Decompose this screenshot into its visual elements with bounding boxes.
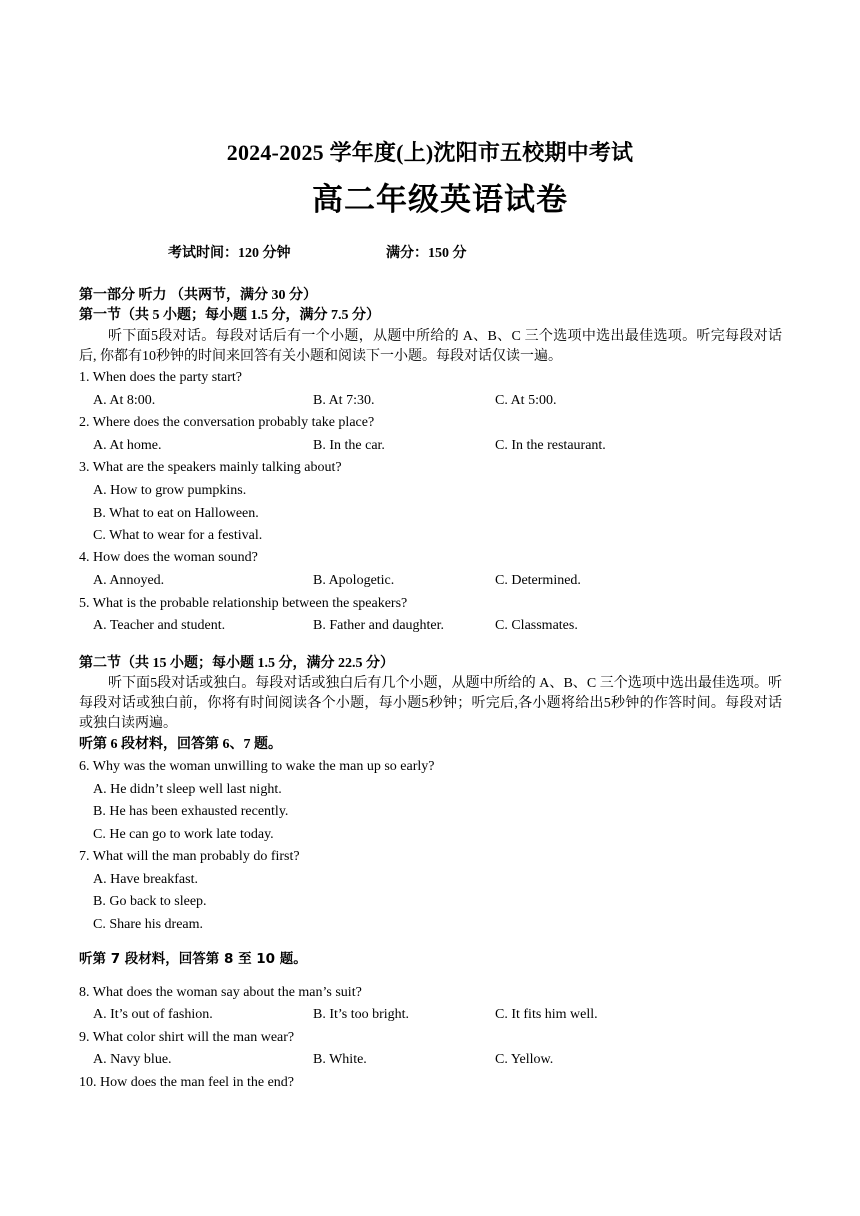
- exam-time: 考试时间：120 分钟: [168, 246, 291, 261]
- option-7a: A. Have breakfast.: [93, 872, 198, 887]
- option-7c: C. Share his dream.: [93, 917, 204, 932]
- full-score: 满分：150 分: [386, 246, 467, 261]
- question-9: 9. What color shirt will the man wear?: [79, 1030, 295, 1045]
- question-10: 10. How does the man feel in the end?: [79, 1075, 294, 1090]
- option-7b: B. Go back to sleep.: [93, 894, 207, 909]
- option-9c: C. Yellow.: [495, 1052, 554, 1067]
- option-1b: B. At 7:30.: [313, 393, 375, 408]
- option-1a: A. At 8:00.: [93, 393, 156, 408]
- option-5a: A. Teacher and student.: [93, 618, 226, 633]
- option-8a: A. It’s out of fashion.: [93, 1007, 213, 1022]
- exam-subtitle: 高二年级英语试卷: [312, 182, 568, 217]
- section1-heading: 第一节（共 5 小题；每小题 1.5 分，满分 7.5 分）: [79, 308, 380, 323]
- option-5b: B. Father and daughter.: [313, 618, 445, 633]
- option-2b: B. In the car.: [313, 438, 385, 453]
- option-4a: A. Annoyed.: [93, 573, 165, 588]
- option-5c: C. Classmates.: [495, 618, 578, 633]
- option-8c: C. It fits him well.: [495, 1007, 598, 1022]
- option-4c: C. Determined.: [495, 573, 581, 588]
- option-6b: B. He has been exhausted recently.: [93, 804, 289, 819]
- option-1c: C. At 5:00.: [495, 393, 557, 408]
- option-6a: A. He didn’t sleep well last night.: [93, 782, 282, 797]
- option-6c: C. He can go to work late today.: [93, 827, 274, 842]
- material-7-heading: 听第 7 段材料，回答第 8 至 10 题。: [79, 951, 307, 967]
- option-3c: C. What to wear for a festival.: [93, 528, 263, 543]
- question-7: 7. What will the man probably do first?: [79, 849, 300, 864]
- option-4b: B. Apologetic.: [313, 573, 395, 588]
- section2-instructions: 听下面5段对话或独白。每段对话或独白后有几个小题，从题中所给的 A、B、C 三个选项中选出最佳选项。听每段对话或独白前，你将有时间阅读各个小题，每小题5秒钟；听完后,各小题将给出5秒钟的作答时间。每段对话或独白读两遍。: [79, 676, 782, 731]
- option-9b: B. White.: [313, 1052, 367, 1067]
- option-3b: B. What to eat on Halloween.: [93, 506, 259, 521]
- question-4: 4. How does the woman sound?: [79, 550, 258, 565]
- exam-title: 2024-2025 学年度(上)沈阳市五校期中考试: [226, 140, 634, 165]
- option-3a: A. How to grow pumpkins.: [93, 483, 247, 498]
- option-2c: C. In the restaurant.: [495, 438, 606, 453]
- question-1: 1. When does the party start?: [79, 370, 243, 385]
- option-9a: A. Navy blue.: [93, 1052, 172, 1067]
- question-6: 6. Why was the woman unwilling to wake the man up so early?: [79, 759, 435, 774]
- question-2: 2. Where does the conversation probably take place?: [79, 415, 375, 430]
- part1-heading: 第一部分 听力 （共两节，满分 30 分）: [79, 288, 317, 303]
- option-2a: A. At home.: [93, 438, 162, 453]
- question-3: 3. What are the speakers mainly talking about?: [79, 460, 342, 475]
- question-5: 5. What is the probable relationship between the speakers?: [79, 596, 408, 611]
- question-8: 8. What does the woman say about the man’s suit?: [79, 985, 362, 1000]
- option-8b: B. It’s too bright.: [313, 1007, 410, 1022]
- section2-heading: 第二节（共 15 小题；每小题 1.5 分，满分 22.5 分）: [79, 656, 394, 671]
- material-6-heading: 听第 6 段材料，回答第 6、7 题。: [79, 737, 282, 752]
- section1-instructions: 听下面5段对话。每段对话后有一个小题，从题中所给的 A、B、C 三个选项中选出最佳选项。听完每段对话后, 你都有10秒钟的时间来回答有关小题和阅读下一小题。每段对话仅读一遍。: [79, 329, 782, 364]
